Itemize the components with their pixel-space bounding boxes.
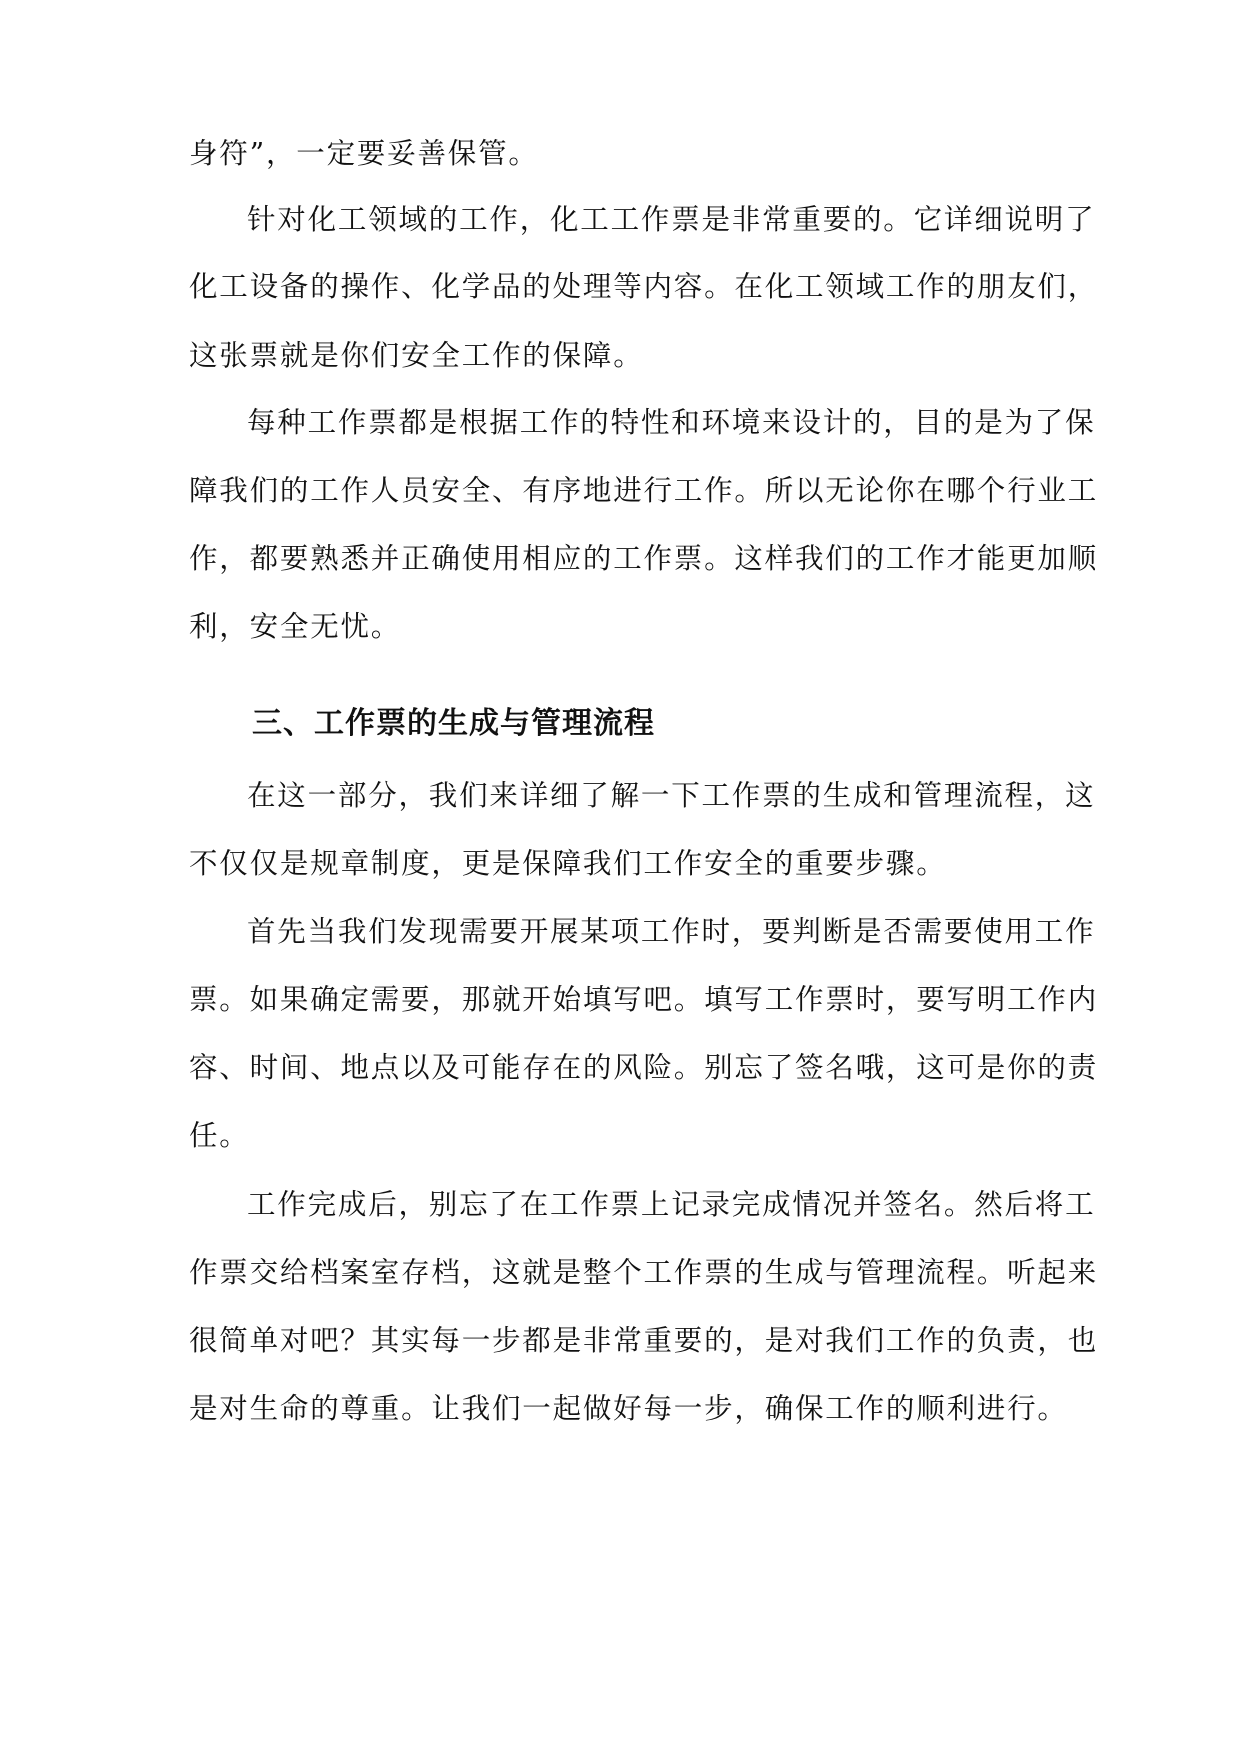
paragraph-line: 化工设备的操作、化学品的处理等内容。在化工领域工作的朋友们， (189, 270, 1099, 303)
paragraph-line: 作，都要熟悉并正确使用相应的工作票。这样我们的工作才能更加顺 (189, 542, 1099, 575)
paragraph-line: 工作完成后，别忘了在工作票上记录完成情况并签名。然后将工 (247, 1188, 1096, 1221)
paragraph-line: 容、时间、地点以及可能存在的风险。别忘了签名哦，这可是你的责 (189, 1051, 1099, 1084)
paragraph-line: 首先当我们发现需要开展某项工作时，要判断是否需要使用工作 (247, 915, 1096, 948)
paragraph-line: 是对生命的尊重。让我们一起做好每一步，确保工作的顺利进行。 (189, 1392, 1068, 1425)
paragraph-line: 这张票就是你们安全工作的保障。 (189, 339, 644, 372)
paragraph-line: 身符”，一定要妥善保管。 (189, 137, 539, 170)
paragraph-line: 每种工作票都是根据工作的特性和环境来设计的，目的是为了保 (247, 406, 1096, 439)
paragraph-line: 票。如果确定需要，那就开始填写吧。填写工作票时，要写明工作内 (189, 983, 1099, 1016)
paragraph-line: 针对化工领域的工作，化工工作票是非常重要的。它详细说明了 (247, 203, 1096, 236)
paragraph-line: 不仅仅是规章制度，更是保障我们工作安全的重要步骤。 (189, 847, 947, 880)
paragraph-line: 很简单对吧？其实每一步都是非常重要的，是对我们工作的负责，也 (189, 1324, 1099, 1357)
paragraph-line: 任。 (189, 1119, 250, 1152)
paragraph-line: 障我们的工作人员安全、有序地进行工作。所以无论你在哪个行业工 (189, 474, 1099, 507)
paragraph-line: 作票交给档案室存档，这就是整个工作票的生成与管理流程。听起来 (189, 1256, 1099, 1289)
paragraph-line: 在这一部分，我们来详细了解一下工作票的生成和管理流程，这 (247, 779, 1096, 812)
paragraph-line: 利，安全无忧。 (189, 610, 402, 643)
section-heading: 三、工作票的生成与管理流程 (252, 706, 655, 741)
